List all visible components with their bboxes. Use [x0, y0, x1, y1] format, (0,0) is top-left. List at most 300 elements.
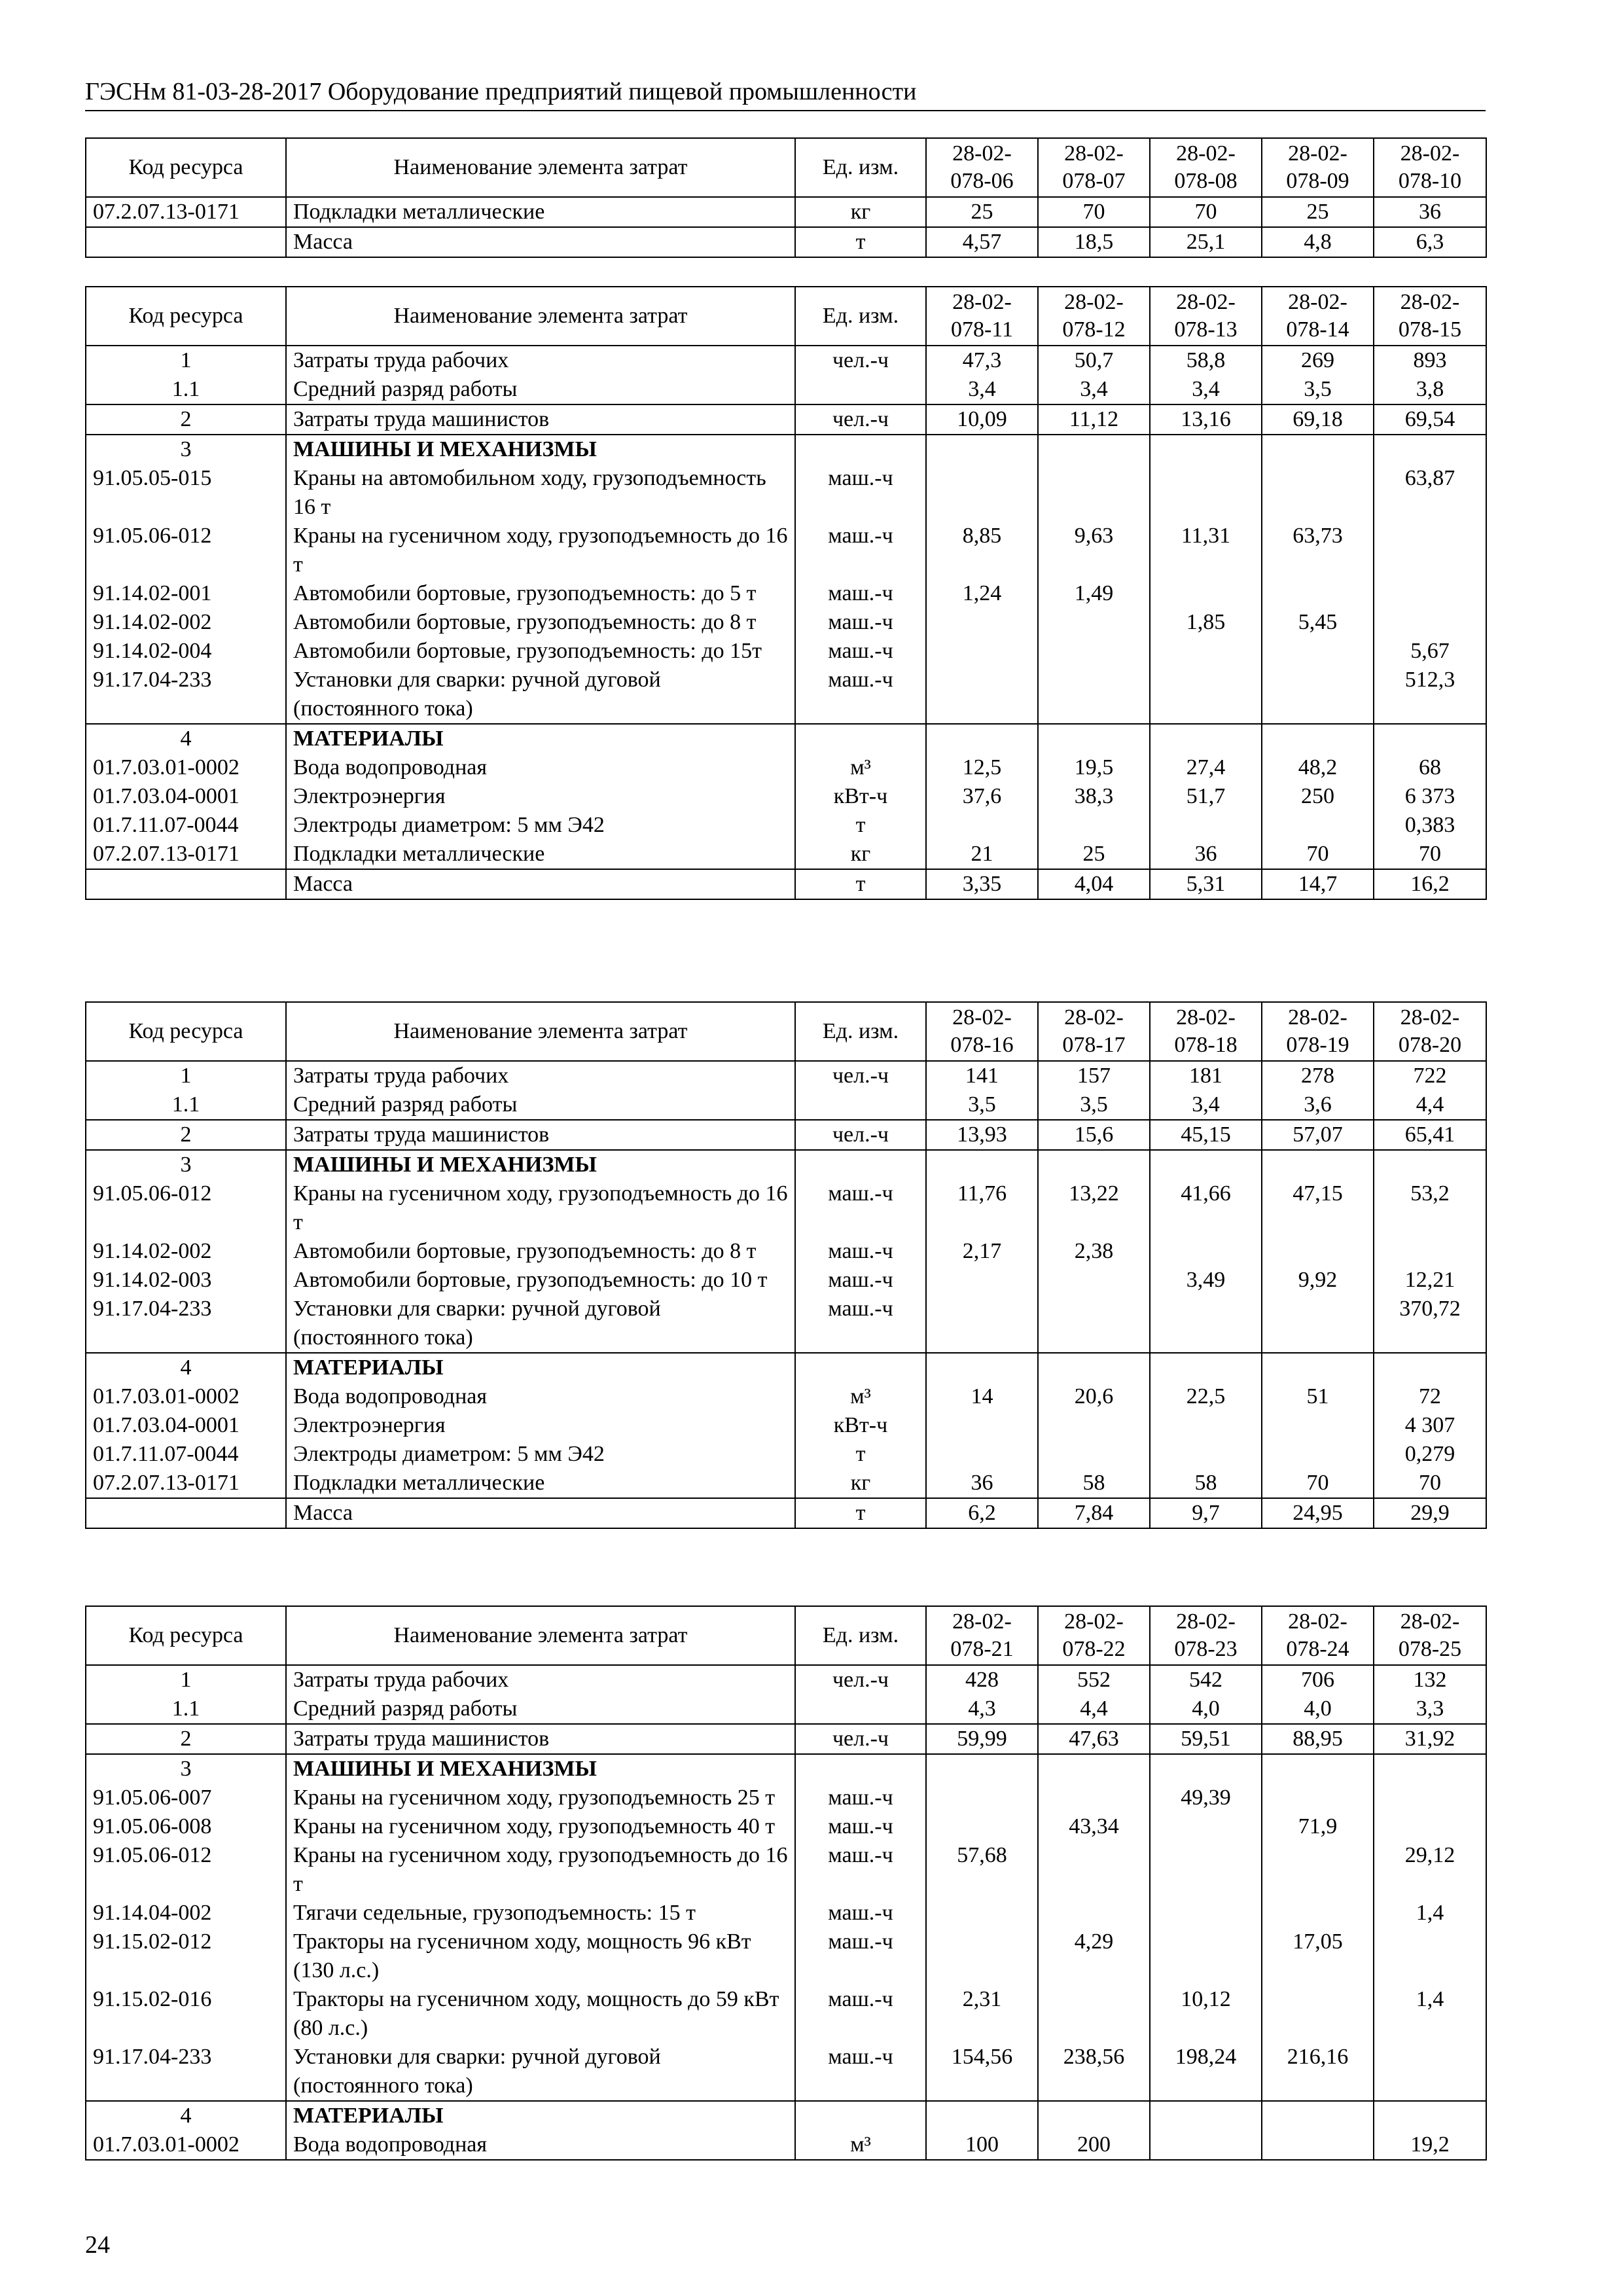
table-row	[86, 782, 1486, 811]
resource-name: Автомобили бортовые, грузоподъемность: до 5 т	[286, 579, 795, 608]
col-header-code: Код ресурса	[86, 1606, 286, 1665]
resource-unit: маш.-ч	[795, 2043, 926, 2101]
norm-value	[1150, 1295, 1262, 1353]
norm-value: 6,3	[1374, 227, 1486, 257]
norm-value: 27,4	[1150, 753, 1262, 782]
resource-unit: маш.-ч	[795, 1928, 926, 1985]
norm-value: 6,2	[926, 1498, 1038, 1528]
norm-value	[1262, 811, 1374, 840]
resource-name: МАШИНЫ И МЕХАНИЗМЫ	[286, 435, 795, 464]
resource-code: 07.2.07.13-0171	[86, 840, 286, 869]
col-header-norm	[926, 1002, 1038, 1061]
col-header-norm	[1038, 1606, 1150, 1665]
norm-value: 100	[926, 2130, 1038, 2160]
table-row	[86, 1724, 1486, 1754]
resource-code: 01.7.03.01-0002	[86, 1382, 286, 1411]
norm-value: 10,12	[1150, 1985, 1262, 2043]
table-row	[86, 1353, 1486, 1382]
norm-value	[1150, 1411, 1262, 1440]
norm-value: 3,35	[926, 869, 1038, 899]
norm-value: 15,6	[1038, 1120, 1150, 1150]
norm-value	[1150, 2101, 1262, 2130]
resource-unit: маш.-ч	[795, 1295, 926, 1353]
norm-value: 36	[1150, 840, 1262, 869]
table-row	[86, 1237, 1486, 1266]
col-header-norm-line: 28-02-	[1176, 1609, 1236, 1634]
norm-value	[1262, 1237, 1374, 1266]
resource-unit: чел.-ч	[795, 1665, 926, 1695]
norm-value: 20,6	[1038, 1382, 1150, 1411]
resource-code: 2	[86, 1120, 286, 1150]
col-header-norm-line: 28-02-	[952, 1609, 1012, 1634]
col-header-code: Код ресурса	[86, 1002, 286, 1061]
resource-name: Тягачи седельные, грузоподъемность: 15 т	[286, 1899, 795, 1928]
norm-value	[926, 666, 1038, 724]
resource-name: Затраты труда машинистов	[286, 1120, 795, 1150]
norm-value: 58	[1150, 1469, 1262, 1498]
resource-unit	[795, 2101, 926, 2130]
norm-value: 4,8	[1262, 227, 1374, 257]
norm-value: 542	[1150, 1665, 1262, 1695]
norm-value: 71,9	[1262, 1812, 1374, 1841]
resource-unit: чел.-ч	[795, 1061, 926, 1090]
norm-value	[1150, 1812, 1262, 1841]
norm-value	[1262, 435, 1374, 464]
resource-code: 01.7.11.07-0044	[86, 1440, 286, 1469]
resource-code: 4	[86, 2101, 286, 2130]
norm-value: 3,5	[926, 1090, 1038, 1120]
resource-name: Затраты труда рабочих	[286, 1061, 795, 1090]
norm-value	[926, 2101, 1038, 2130]
col-header-norm-line: 078-19	[1286, 1033, 1349, 1057]
col-header-name: Наименование элемента затрат	[286, 1002, 795, 1061]
norm-value: 141	[926, 1061, 1038, 1090]
resource-unit: м³	[795, 2130, 926, 2160]
norm-value	[1038, 1899, 1150, 1928]
resource-code: 91.05.06-012	[86, 522, 286, 579]
col-header-norm-line: 078-23	[1174, 1637, 1238, 1661]
col-header-norm-line: 28-02-	[1288, 1609, 1347, 1634]
table-row	[86, 522, 1486, 579]
norm-value: 3,4	[926, 375, 1038, 404]
table-row	[86, 197, 1486, 227]
col-header-norm-line: 078-20	[1398, 1033, 1462, 1057]
col-header-norm	[926, 138, 1038, 197]
norm-value: 17,05	[1262, 1928, 1374, 1985]
col-header-norm-line: 28-02-	[1064, 290, 1124, 314]
norm-value	[926, 811, 1038, 840]
norm-value: 3,3	[1374, 1695, 1486, 1724]
norm-value: 4,04	[1038, 869, 1150, 899]
col-header-unit: Ед. изм.	[795, 1002, 926, 1061]
col-header-norm-line: 078-12	[1062, 317, 1126, 342]
norm-value: 3,4	[1150, 375, 1262, 404]
resource-code: 91.14.02-003	[86, 1266, 286, 1295]
resource-unit: кВт-ч	[795, 1411, 926, 1440]
resource-unit: маш.-ч	[795, 1812, 926, 1841]
table-row	[86, 464, 1486, 522]
resource-unit: чел.-ч	[795, 1724, 926, 1754]
norm-value	[1038, 1266, 1150, 1295]
norm-value	[1038, 464, 1150, 522]
norm-value: 63,73	[1262, 522, 1374, 579]
norm-value: 72	[1374, 1382, 1486, 1411]
norm-value: 4 307	[1374, 1411, 1486, 1440]
norm-value: 37,6	[926, 782, 1038, 811]
resource-table	[85, 1001, 1487, 1529]
table-row	[86, 724, 1486, 753]
resource-unit: чел.-ч	[795, 346, 926, 375]
resource-name: Подкладки металлические	[286, 1469, 795, 1498]
table-row	[86, 346, 1486, 375]
resource-unit: м³	[795, 753, 926, 782]
resource-code: 01.7.11.07-0044	[86, 811, 286, 840]
norm-value: 1,49	[1038, 579, 1150, 608]
norm-value: 2,31	[926, 1985, 1038, 2043]
norm-value: 14,7	[1262, 869, 1374, 899]
col-header-norm	[1038, 287, 1150, 346]
col-header-name: Наименование элемента затрат	[286, 138, 795, 197]
resource-code: 01.7.03.04-0001	[86, 1411, 286, 1440]
resource-code: 1.1	[86, 375, 286, 404]
resource-code: 91.05.06-012	[86, 1179, 286, 1237]
col-header-norm	[1374, 138, 1486, 197]
resource-code: 91.14.02-002	[86, 1237, 286, 1266]
table-row	[86, 227, 1486, 257]
col-header-norm-line: 078-07	[1062, 169, 1126, 193]
norm-value: 53,2	[1374, 1179, 1486, 1237]
norm-value	[1150, 1899, 1262, 1928]
norm-value: 11,31	[1150, 522, 1262, 579]
resource-unit: маш.-ч	[795, 579, 926, 608]
col-header-name: Наименование элемента затрат	[286, 1606, 795, 1665]
table-row	[86, 1754, 1486, 1784]
resource-unit	[795, 1754, 926, 1784]
col-header-norm	[1262, 1606, 1374, 1665]
norm-value: 0,383	[1374, 811, 1486, 840]
resource-code: 07.2.07.13-0171	[86, 197, 286, 227]
col-header-norm-line: 078-16	[950, 1033, 1014, 1057]
col-header-norm-line: 28-02-	[1400, 1609, 1460, 1634]
resource-code: 07.2.07.13-0171	[86, 1469, 286, 1498]
resource-code: 01.7.03.01-0002	[86, 2130, 286, 2160]
resource-unit: маш.-ч	[795, 1784, 926, 1812]
resource-code	[86, 1498, 286, 1528]
norm-value: 8,85	[926, 522, 1038, 579]
table-row	[86, 1150, 1486, 1179]
norm-value: 51	[1262, 1382, 1374, 1411]
header-title: ГЭСНм 81-03-28-2017 Оборудование предприятий пищевой промышленности	[85, 78, 917, 105]
norm-value	[1038, 1985, 1150, 2043]
norm-value: 65,41	[1374, 1120, 1486, 1150]
norm-value: 3,4	[1038, 375, 1150, 404]
norm-value: 1,4	[1374, 1899, 1486, 1928]
resource-unit: маш.-ч	[795, 637, 926, 666]
norm-value: 12,5	[926, 753, 1038, 782]
norm-value	[1262, 1440, 1374, 1469]
col-header-norm-line: 28-02-	[1064, 1005, 1124, 1030]
norm-value: 25,1	[1150, 227, 1262, 257]
resource-unit: м³	[795, 1382, 926, 1411]
col-header-code: Код ресурса	[86, 287, 286, 346]
norm-value: 38,3	[1038, 782, 1150, 811]
norm-value: 2,38	[1038, 1237, 1150, 1266]
norm-value	[1374, 2043, 1486, 2101]
norm-value	[926, 1353, 1038, 1382]
resource-name: Средний разряд работы	[286, 1695, 795, 1724]
table-row	[86, 1784, 1486, 1812]
norm-value	[926, 464, 1038, 522]
table-row	[86, 1812, 1486, 1841]
norm-value: 11,76	[926, 1179, 1038, 1237]
resource-unit: т	[795, 869, 926, 899]
norm-value: 70	[1150, 197, 1262, 227]
norm-value: 4,0	[1262, 1695, 1374, 1724]
col-header-norm	[1038, 1002, 1150, 1061]
norm-value	[1374, 1237, 1486, 1266]
resource-code: 1	[86, 1061, 286, 1090]
col-header-norm	[926, 287, 1038, 346]
col-header-norm-line: 078-06	[950, 169, 1014, 193]
norm-value: 47,63	[1038, 1724, 1150, 1754]
norm-value: 1,4	[1374, 1985, 1486, 2043]
col-header-norm-line: 078-24	[1286, 1637, 1349, 1661]
resource-unit	[795, 375, 926, 404]
resource-code: 1	[86, 346, 286, 375]
norm-value: 13,93	[926, 1120, 1038, 1150]
norm-value: 4,29	[1038, 1928, 1150, 1985]
norm-value	[1150, 1754, 1262, 1784]
norm-value: 19,2	[1374, 2130, 1486, 2160]
resource-name: Масса	[286, 227, 795, 257]
norm-value	[1374, 579, 1486, 608]
norm-value: 5,45	[1262, 608, 1374, 637]
col-header-unit: Ед. изм.	[795, 138, 926, 197]
norm-value: 2,17	[926, 1237, 1038, 1266]
col-header-code: Код ресурса	[86, 138, 286, 197]
table-row	[86, 1498, 1486, 1528]
norm-value	[1038, 811, 1150, 840]
resource-name: Установки для сварки: ручной дуговой (постоянного тока)	[286, 666, 795, 724]
norm-value: 59,99	[926, 1724, 1038, 1754]
resource-code: 91.05.06-008	[86, 1812, 286, 1841]
norm-value	[1038, 435, 1150, 464]
col-header-norm-line: 078-25	[1398, 1637, 1462, 1661]
table-row	[86, 1665, 1486, 1695]
table-row	[86, 2101, 1486, 2130]
resource-name: Тракторы на гусеничном ходу, мощность до 59 кВт (80 л.с.)	[286, 1985, 795, 2043]
norm-value	[1150, 2130, 1262, 2160]
table-row	[86, 1469, 1486, 1498]
col-header-unit: Ед. изм.	[795, 287, 926, 346]
resource-unit: чел.-ч	[795, 404, 926, 435]
table-row	[86, 869, 1486, 899]
table-row	[86, 1382, 1486, 1411]
norm-value: 14	[926, 1382, 1038, 1411]
resource-name: МАТЕРИАЛЫ	[286, 2101, 795, 2130]
resource-unit: кг	[795, 197, 926, 227]
norm-value: 11,12	[1038, 404, 1150, 435]
norm-value: 50,7	[1038, 346, 1150, 375]
norm-value: 58	[1038, 1469, 1150, 1498]
table-row	[86, 1179, 1486, 1237]
resource-unit: маш.-ч	[795, 1841, 926, 1899]
norm-value: 552	[1038, 1665, 1150, 1695]
resource-code: 3	[86, 1150, 286, 1179]
resource-name: Автомобили бортовые, грузоподъемность: до 8 т	[286, 1237, 795, 1266]
norm-value	[1262, 724, 1374, 753]
norm-value: 29,12	[1374, 1841, 1486, 1899]
resource-name: Электроэнергия	[286, 782, 795, 811]
col-header-norm-line: 28-02-	[952, 141, 1012, 166]
norm-value	[1374, 435, 1486, 464]
table-row	[86, 435, 1486, 464]
resource-table	[85, 1605, 1487, 2161]
norm-value: 200	[1038, 2130, 1150, 2160]
norm-value	[1150, 1150, 1262, 1179]
resource-unit: маш.-ч	[795, 1237, 926, 1266]
norm-value: 1,85	[1150, 608, 1262, 637]
norm-value	[1038, 1411, 1150, 1440]
resource-code: 91.14.02-002	[86, 608, 286, 637]
norm-value: 57,68	[926, 1841, 1038, 1899]
norm-value: 3,4	[1150, 1090, 1262, 1120]
norm-value: 250	[1262, 782, 1374, 811]
norm-value: 132	[1374, 1665, 1486, 1695]
norm-value	[1374, 2101, 1486, 2130]
norm-value: 269	[1262, 346, 1374, 375]
table-row	[86, 608, 1486, 637]
col-header-unit: Ед. изм.	[795, 1606, 926, 1665]
norm-value	[1038, 637, 1150, 666]
table-row	[86, 2130, 1486, 2160]
norm-value: 69,54	[1374, 404, 1486, 435]
resource-code: 91.05.06-012	[86, 1841, 286, 1899]
norm-value	[1150, 1353, 1262, 1382]
norm-value: 512,3	[1374, 666, 1486, 724]
norm-value	[926, 435, 1038, 464]
norm-value: 25	[926, 197, 1038, 227]
resource-unit: кг	[795, 840, 926, 869]
page-header	[85, 77, 1486, 111]
resource-name: Вода водопроводная	[286, 753, 795, 782]
norm-value: 13,22	[1038, 1179, 1150, 1237]
table-row	[86, 579, 1486, 608]
resource-name: Вода водопроводная	[286, 2130, 795, 2160]
norm-value: 41,66	[1150, 1179, 1262, 1237]
col-header-norm-line: 28-02-	[1176, 1005, 1236, 1030]
norm-value: 3,8	[1374, 375, 1486, 404]
resource-name: Краны на гусеничном ходу, грузоподъемность до 16 т	[286, 522, 795, 579]
table-row	[86, 1295, 1486, 1353]
norm-value: 154,56	[926, 2043, 1038, 2101]
col-header-norm	[1150, 287, 1262, 346]
col-header-norm	[1374, 1606, 1486, 1665]
norm-value: 59,51	[1150, 1724, 1262, 1754]
norm-value	[926, 1784, 1038, 1812]
col-header-norm-line: 28-02-	[952, 1005, 1012, 1030]
norm-value	[1150, 1841, 1262, 1899]
col-header-norm-line: 078-11	[950, 317, 1014, 342]
norm-value: 58,8	[1150, 346, 1262, 375]
resource-unit: маш.-ч	[795, 666, 926, 724]
norm-value	[1262, 666, 1374, 724]
norm-value	[1262, 1150, 1374, 1179]
resource-name: Краны на гусеничном ходу, грузоподъемность 25 т	[286, 1784, 795, 1812]
norm-value	[1374, 1784, 1486, 1812]
norm-value	[1262, 1784, 1374, 1812]
norm-value: 4,3	[926, 1695, 1038, 1724]
norm-value	[926, 1295, 1038, 1353]
table-row	[86, 1120, 1486, 1150]
norm-value: 16,2	[1374, 869, 1486, 899]
page-number: 24	[85, 2231, 110, 2259]
norm-value	[1038, 1353, 1150, 1382]
norm-value	[926, 637, 1038, 666]
col-header-norm-line: 078-18	[1174, 1033, 1238, 1057]
norm-value: 198,24	[1150, 2043, 1262, 2101]
norm-value: 70	[1374, 840, 1486, 869]
resource-code: 91.15.02-012	[86, 1928, 286, 1985]
norm-value	[1038, 1150, 1150, 1179]
norm-value: 45,15	[1150, 1120, 1262, 1150]
norm-value	[1038, 1784, 1150, 1812]
resource-name: Средний разряд работы	[286, 375, 795, 404]
col-header-norm	[1150, 1606, 1262, 1665]
norm-value	[1150, 464, 1262, 522]
norm-value: 4,4	[1038, 1695, 1150, 1724]
resource-unit: маш.-ч	[795, 608, 926, 637]
resource-code: 91.17.04-233	[86, 2043, 286, 2101]
norm-value	[1038, 1754, 1150, 1784]
resource-name: Затраты труда рабочих	[286, 1665, 795, 1695]
norm-value: 4,57	[926, 227, 1038, 257]
norm-value: 70	[1038, 197, 1150, 227]
norm-value	[1262, 1295, 1374, 1353]
resource-unit: т	[795, 227, 926, 257]
resource-code: 2	[86, 1724, 286, 1754]
resource-code: 91.15.02-016	[86, 1985, 286, 2043]
col-header-norm-line: 28-02-	[1400, 290, 1460, 314]
resource-table	[85, 137, 1487, 258]
norm-value: 70	[1374, 1469, 1486, 1498]
col-header-norm	[1038, 138, 1150, 197]
norm-value: 0,279	[1374, 1440, 1486, 1469]
resource-unit: т	[795, 1498, 926, 1528]
resource-name: Затраты труда машинистов	[286, 404, 795, 435]
norm-value: 47,15	[1262, 1179, 1374, 1237]
norm-value	[926, 1899, 1038, 1928]
resource-name: Электроды диаметром: 5 мм Э42	[286, 1440, 795, 1469]
col-header-norm-line: 28-02-	[1176, 290, 1236, 314]
resource-code: 91.14.02-001	[86, 579, 286, 608]
norm-value: 157	[1038, 1061, 1150, 1090]
norm-value: 57,07	[1262, 1120, 1374, 1150]
norm-value: 13,16	[1150, 404, 1262, 435]
resource-name: Подкладки металлические	[286, 840, 795, 869]
norm-value	[1150, 1237, 1262, 1266]
norm-value: 22,5	[1150, 1382, 1262, 1411]
col-header-norm-line: 28-02-	[1176, 141, 1236, 166]
norm-value: 31,92	[1374, 1724, 1486, 1754]
norm-value: 3,6	[1262, 1090, 1374, 1120]
norm-value	[926, 1150, 1038, 1179]
norm-value: 722	[1374, 1061, 1486, 1090]
norm-value: 70	[1262, 1469, 1374, 1498]
table-row	[86, 811, 1486, 840]
col-header-norm-line: 28-02-	[952, 290, 1012, 314]
table-row	[86, 2043, 1486, 2101]
